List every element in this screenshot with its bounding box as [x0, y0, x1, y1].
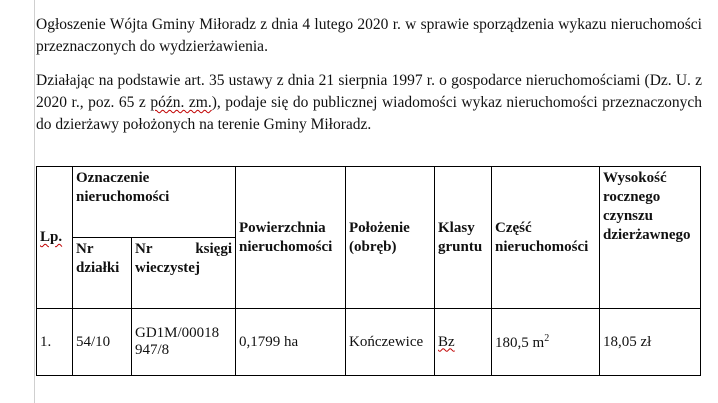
body-text-part2: ), podaje się do publicznej wiadomości wykaz nieruchomości przeznaczonych do dzierżawy położonych na terenie Gminy Miłoradz. [36, 94, 702, 133]
cell-lp: 1. [37, 309, 73, 376]
body-text-part1: Działając na podstawie art. 35 ustawy z dnia 21 sierpnia 1997 r. o gospodarce nieruchomościami (Dz. U. z 2020 r., poz. 65 z [36, 72, 702, 111]
announcement-title: Ogłoszenie Wójta Gminy Miłoradz z dnia 4 lutego 2020 r. w sprawie sporządzenia wykazu nieruchomości przeznaczonych do wydzierżawienia. [36, 16, 702, 55]
cell-czesc [492, 309, 600, 376]
header-nr-dzialki: Nr działki [73, 238, 132, 309]
cell-powierzchnia: 0,1799 ha [236, 309, 346, 376]
header-oznaczenie: Oznaczenie nieruchomości [73, 167, 236, 238]
header-polozenie: Położenie (obręb) [346, 167, 435, 309]
cell-polozenie: Kończewice [346, 309, 435, 376]
header-wysokosc: Wysokość rocznego czynszu dzierżawnego [600, 167, 701, 309]
cell-czesc-value: 180,5 m [495, 334, 545, 351]
header-nr-ksiegi-line1 [135, 240, 232, 259]
cell-wysokosc: 18,05 zł [600, 309, 701, 376]
header-lp-text: Lp. [40, 229, 63, 245]
header-powierzchnia: Powierzchnia nieruchomości [236, 167, 346, 309]
table-header-row [37, 167, 701, 238]
header-nr-ksiegi [132, 238, 236, 309]
spellcheck-underlined-text: późn. zm. [150, 94, 212, 111]
announcement-body [36, 70, 702, 136]
page-margin-line [34, 0, 35, 403]
cell-czesc-unit-sup: 2 [544, 332, 550, 344]
table-row [37, 309, 701, 376]
header-nr-ksiegi-word-ksiegi: księgi [195, 241, 233, 257]
header-lp [37, 167, 73, 309]
cell-nr-dzialki: 54/10 [73, 309, 132, 376]
header-klasy: Klasy gruntu [435, 167, 492, 309]
cell-klasy-text: Bz [438, 333, 455, 350]
header-nr-ksiegi-line2: wieczystej [135, 260, 200, 276]
header-nr-ksiegi-word-nr: Nr [135, 241, 153, 257]
cell-nr-ksiegi: GD1M/00018 947/8 [132, 309, 236, 376]
header-czesc: Część nieruchomości [492, 167, 600, 309]
property-lease-table [36, 166, 701, 376]
cell-klasy [435, 309, 492, 376]
